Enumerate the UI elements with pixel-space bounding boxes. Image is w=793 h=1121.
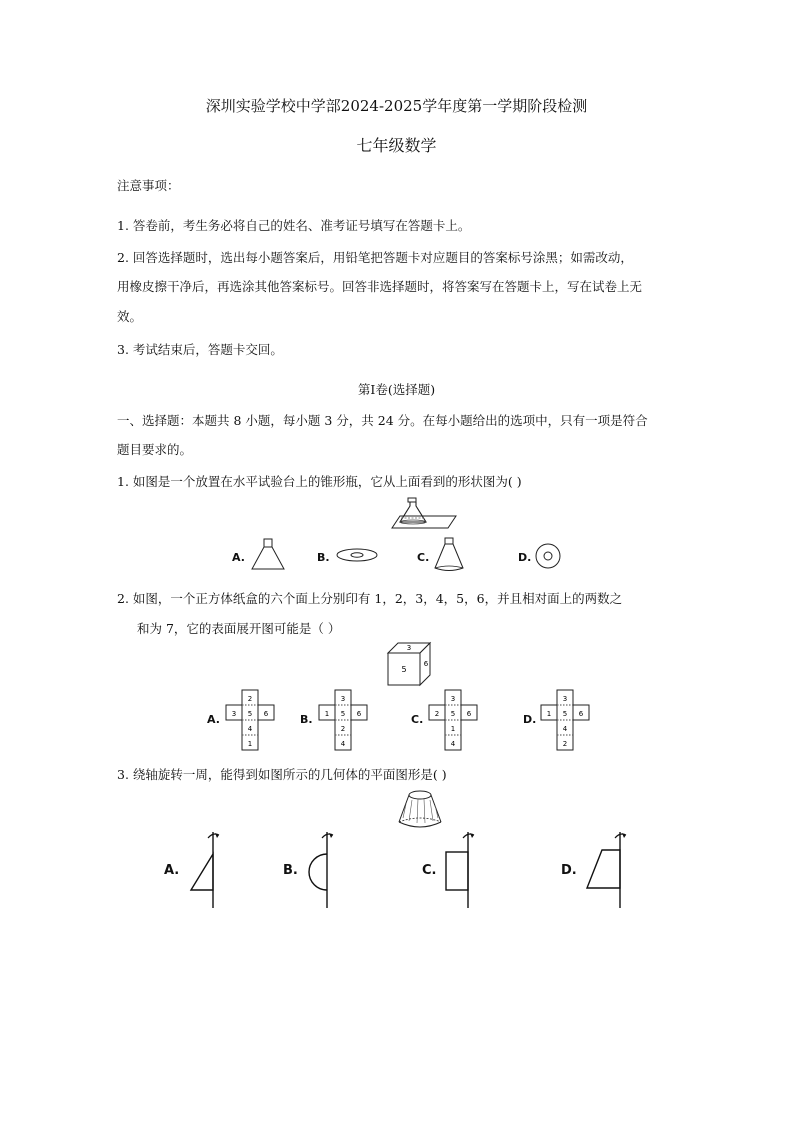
net-c-top: 3 <box>450 695 456 703</box>
net-c-left: 2 <box>434 710 440 718</box>
cube-front-number: 5 <box>401 665 407 674</box>
q2-option-d-net <box>541 690 589 750</box>
net-b-right: 6 <box>356 710 362 718</box>
net-c-center: 5 <box>450 710 456 718</box>
exam-subtitle: 七年级数学 <box>356 136 437 155</box>
q1-option-d-label: D. <box>518 551 532 564</box>
net-b-center: 5 <box>340 710 346 718</box>
net-d-left: 1 <box>546 710 552 718</box>
frustum-solid-figure <box>396 788 444 830</box>
notice-item-1: 1. 答卷前，考生务必将自己的姓名、准考证号填写在答题卡上。 <box>117 218 471 233</box>
net-d-below: 4 <box>562 725 568 733</box>
notice-item-3: 3. 考试结束后，答题卡交回。 <box>117 342 283 357</box>
net-b-top: 3 <box>340 695 346 703</box>
q2-option-b-label: B. <box>300 713 313 726</box>
net-a-right: 6 <box>263 710 269 718</box>
question-1-text: 1. 如图是一个放置在水平试验台上的锥形瓶，它从上面看到的形状图为( ) <box>117 474 522 489</box>
q2-option-c-label: C. <box>411 713 424 726</box>
q3-option-c-figure <box>440 830 486 910</box>
question-2-text-line-1: 2. 如图，一个正方体纸盒的六个面上分别印有 1，2，3，4，5，6，并且相对面上的两数之 <box>117 591 623 606</box>
q3-option-d-label: D. <box>561 863 577 878</box>
cube-top-number: 3 <box>406 644 412 652</box>
q2-option-c-net <box>429 690 477 750</box>
flask-on-table-figure <box>380 492 460 532</box>
question-2-text-line-2: 和为 7，它的表面展开图可能是（ ） <box>137 621 341 636</box>
q1-option-c-label: C. <box>417 551 430 564</box>
net-a-left: 3 <box>231 710 237 718</box>
exam-title: 深圳实验学校中学部2024-2025学年度第一学期阶段检测 <box>205 97 588 115</box>
net-a-top: 2 <box>247 695 253 703</box>
net-c-right: 6 <box>466 710 472 718</box>
q3-option-a-figure <box>188 830 228 910</box>
net-b-bottom: 4 <box>340 740 346 748</box>
net-b-left: 1 <box>324 710 330 718</box>
net-d-center: 5 <box>562 710 568 718</box>
net-a-bottom: 1 <box>247 740 253 748</box>
q1-option-c-figure <box>433 537 465 573</box>
section-intro-line-2: 题目要求的。 <box>117 442 193 457</box>
net-d-bottom: 2 <box>562 740 568 748</box>
q2-option-a-net <box>226 690 274 750</box>
q3-option-b-label: B. <box>283 863 298 878</box>
q3-option-b-figure <box>302 830 342 910</box>
notice-item-2-line-3: 效。 <box>117 309 143 324</box>
q3-option-c-label: C. <box>422 863 437 878</box>
question-3-text: 3. 绕轴旋转一周，能得到如图所示的几何体的平面图形是( ) <box>117 767 447 782</box>
notice-item-2-line-1: 2. 回答选择题时，选出每小题答案后，用铅笔把答题卡对应题目的答案标号涂黑；如需改动， <box>117 250 633 265</box>
q2-option-d-label: D. <box>523 713 537 726</box>
section-title: 第Ⅰ卷(选择题) <box>357 382 436 397</box>
q1-option-a-label: A. <box>232 551 245 564</box>
q2-option-a-label: A. <box>207 713 220 726</box>
net-c-below: 1 <box>450 725 456 733</box>
net-b-below: 2 <box>340 725 346 733</box>
q3-option-d-figure <box>584 830 636 910</box>
q1-option-a-figure <box>250 538 286 572</box>
q1-option-b-figure <box>335 547 379 563</box>
q3-option-a-label: A. <box>164 863 180 878</box>
net-d-top: 3 <box>562 695 568 703</box>
net-c-bottom: 4 <box>450 740 456 748</box>
net-d-right: 6 <box>578 710 584 718</box>
cube-figure <box>386 641 436 687</box>
notice-heading: 注意事项： <box>117 178 180 193</box>
cube-side-number: 6 <box>423 660 429 668</box>
net-a-center: 5 <box>247 710 253 718</box>
q2-option-b-net <box>319 690 367 750</box>
q1-option-b-label: B. <box>317 551 330 564</box>
section-intro-line-1: 一、选择题：本题共 8 小题，每小题 3 分，共 24 分。在每小题给出的选项中，只有一项是符合 <box>117 413 648 428</box>
notice-item-2-line-2: 用橡皮擦干净后，再选涂其他答案标号。回答非选择题时，将答案写在答题卡上，写在试卷上无 <box>117 279 643 294</box>
q1-option-d-figure <box>534 542 562 570</box>
net-a-below: 4 <box>247 725 253 733</box>
